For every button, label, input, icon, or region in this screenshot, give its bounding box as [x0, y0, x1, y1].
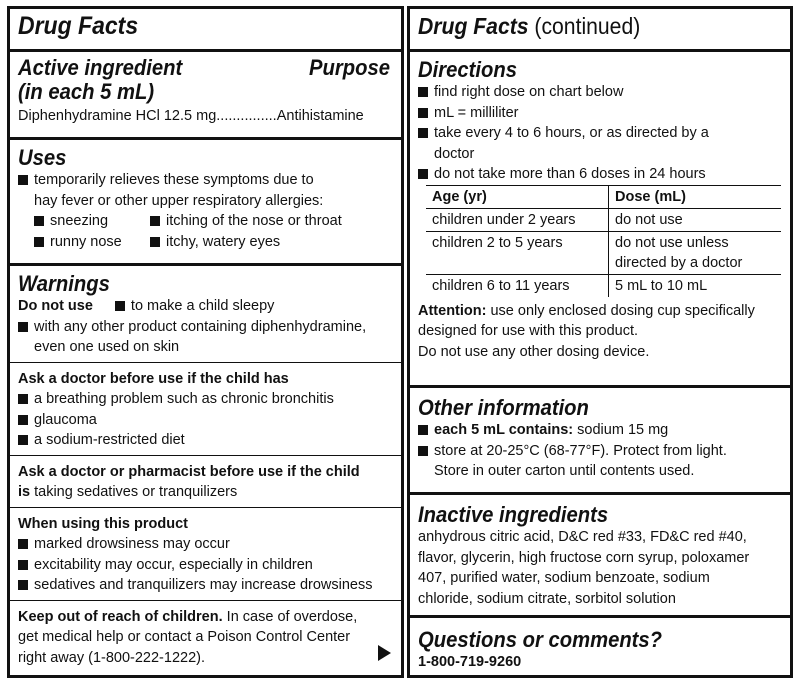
when-using-item: excitability may occur, especially in children — [34, 556, 313, 573]
age-cell: children 6 to 11 years — [426, 274, 609, 297]
warnings-heading: Warnings — [18, 271, 110, 296]
keep-out-heading: Keep out of reach of children. — [18, 608, 223, 625]
storage-text-cont: Store in outer carton until contents used. — [434, 463, 695, 479]
bullet-icon — [18, 175, 28, 185]
questions-section — [410, 618, 790, 675]
age-cell: children under 2 years — [426, 208, 609, 231]
ingredient-text: Diphenhydramine HCl 12.5 mg — [18, 108, 217, 124]
title-continued-section — [410, 9, 790, 52]
dose-cell: 5 mL to 10 mL — [615, 277, 708, 294]
directions-section — [410, 52, 790, 388]
storage-text: store at 20-25°C (68-77°F). Protect from light. — [434, 442, 727, 459]
ask-pharmacist-is: is — [18, 484, 31, 500]
bullet-icon — [18, 435, 28, 445]
bullet-icon — [34, 237, 44, 247]
keep-out-text: In case of overdose, — [222, 608, 358, 625]
bullet-icon — [150, 216, 160, 226]
active-ingredient-subheading: (in each 5 mL) — [18, 79, 155, 104]
drug-facts-right-panel — [407, 6, 793, 678]
symptom-item: itchy, watery eyes — [166, 233, 281, 250]
bullet-icon — [18, 539, 28, 549]
inactive-line: chloride, sodium citrate, sorbitol solution — [418, 590, 676, 607]
do-not-use-label: Do not use — [18, 298, 93, 314]
dosing-table — [426, 185, 781, 297]
directions-item-cont: doctor — [434, 145, 475, 162]
inactive-line: anhydrous citric acid, D&C red #33, FD&C red #40, — [418, 529, 747, 545]
table-row — [426, 274, 781, 297]
active-ingredient-section — [10, 52, 401, 140]
table-row — [426, 231, 781, 274]
bullet-icon — [18, 580, 28, 590]
other-info-section — [410, 388, 790, 495]
leader-dots: ............... — [216, 108, 277, 124]
uses-heading: Uses — [18, 145, 67, 170]
dose-cell: do not use — [615, 211, 683, 228]
other-info-heading: Other information — [418, 395, 589, 420]
bullet-icon — [115, 301, 125, 311]
age-cell: children 2 to 5 years — [426, 231, 609, 274]
ask-doctor-heading: Ask a doctor before use if the child has — [18, 370, 289, 387]
uses-line-1: temporarily relieves these symptoms due to — [34, 172, 314, 188]
bullet-icon — [418, 425, 428, 435]
bullet-icon — [18, 394, 28, 404]
uses-section — [10, 140, 401, 266]
page-title-continued: Drug Facts — [418, 13, 529, 39]
purpose-text: Antihistamine — [276, 108, 364, 124]
symptom-item: itching of the nose or throat — [166, 213, 342, 229]
dose-cell-cont: directed by a doctor — [615, 254, 743, 271]
bullet-icon — [418, 446, 428, 456]
do-not-use-item: with any other product containing diphenhydramine, — [34, 318, 367, 335]
symptom-item: sneezing — [50, 213, 109, 229]
inactive-line: 407, purified water, sodium benzoate, sodium — [418, 570, 710, 586]
table-row — [426, 208, 781, 231]
ask-doctor-item: glaucoma — [34, 411, 97, 428]
do-not-use-block — [10, 266, 401, 362]
inactive-line: flavor, glycerin, high fructose corn syrup, poloxamer — [418, 549, 750, 566]
bullet-icon — [34, 216, 44, 226]
inactive-ingredients-section — [410, 495, 790, 618]
attention-text: use only enclosed dosing cup specifically — [486, 302, 755, 319]
ask-pharmacist-text: taking sedatives or tranquilizers — [30, 484, 238, 500]
attention-text: Do not use any other dosing device. — [418, 343, 650, 360]
inactive-ingredients-heading: Inactive ingredients — [418, 502, 609, 527]
uses-line-2: hay fever or other upper respiratory allergies: — [34, 192, 324, 209]
ask-pharmacist-heading: Ask a doctor or pharmacist before use if the child — [18, 463, 360, 480]
directions-heading: Directions — [418, 57, 517, 82]
title-section — [10, 9, 401, 52]
questions-heading: Questions or comments? — [418, 627, 663, 652]
triangle-right-icon — [378, 645, 391, 661]
directions-item: take every 4 to 6 hours, or as directed by a — [434, 125, 709, 141]
when-using-heading: When using this product — [18, 515, 188, 532]
when-using-item: marked drowsiness may occur — [34, 536, 230, 552]
keep-out-block — [10, 600, 401, 673]
warnings-section — [10, 266, 401, 675]
when-using-item: sedatives and tranquilizers may increase drowsiness — [34, 577, 373, 593]
ask-doctor-item: a sodium-restricted diet — [34, 432, 185, 448]
sodium-label: each 5 mL contains: — [434, 422, 574, 438]
do-not-use-item-cont: even one used on skin — [34, 339, 180, 355]
attention-label: Attention: — [418, 302, 487, 319]
continued-label: (continued) — [528, 13, 641, 39]
when-using-block — [10, 507, 401, 600]
attention-text: designed for use with this product. — [418, 323, 639, 339]
bullet-icon — [18, 415, 28, 425]
dose-column-header: Dose (mL) — [615, 188, 686, 205]
bullet-icon — [418, 108, 428, 118]
directions-item: do not take more than 6 doses in 24 hours — [434, 166, 706, 182]
directions-item: find right dose on chart below — [434, 84, 624, 100]
symptom-item: runny nose — [50, 233, 122, 250]
purpose-heading: Purpose — [308, 55, 390, 80]
do-not-use-item: to make a child sleepy — [130, 298, 275, 314]
bullet-icon — [18, 322, 28, 332]
bullet-icon — [418, 87, 428, 97]
bullet-icon — [18, 560, 28, 570]
bullet-icon — [418, 128, 428, 138]
bullet-icon — [150, 237, 160, 247]
directions-item: mL = milliliter — [434, 104, 519, 121]
bullet-icon — [418, 169, 428, 179]
dose-cell: do not use unless — [615, 234, 729, 251]
drug-facts-left-panel — [7, 6, 404, 678]
keep-out-text: get medical help or contact a Poison Control Center — [18, 629, 351, 645]
ask-doctor-block — [10, 362, 401, 455]
keep-out-text: right away (1-800-222-1222). — [18, 649, 205, 666]
page-title: Drug Facts — [18, 12, 139, 40]
ask-doctor-item: a breathing problem such as chronic bronchitis — [34, 391, 334, 407]
active-ingredient-heading: Active ingredient — [18, 55, 183, 80]
sodium-text: sodium 15 mg — [573, 422, 669, 438]
questions-phone: 1-800-719-9260 — [418, 654, 522, 670]
table-header-row — [426, 185, 781, 208]
ask-pharmacist-block — [10, 455, 401, 507]
age-column-header: Age (yr) — [426, 185, 609, 208]
